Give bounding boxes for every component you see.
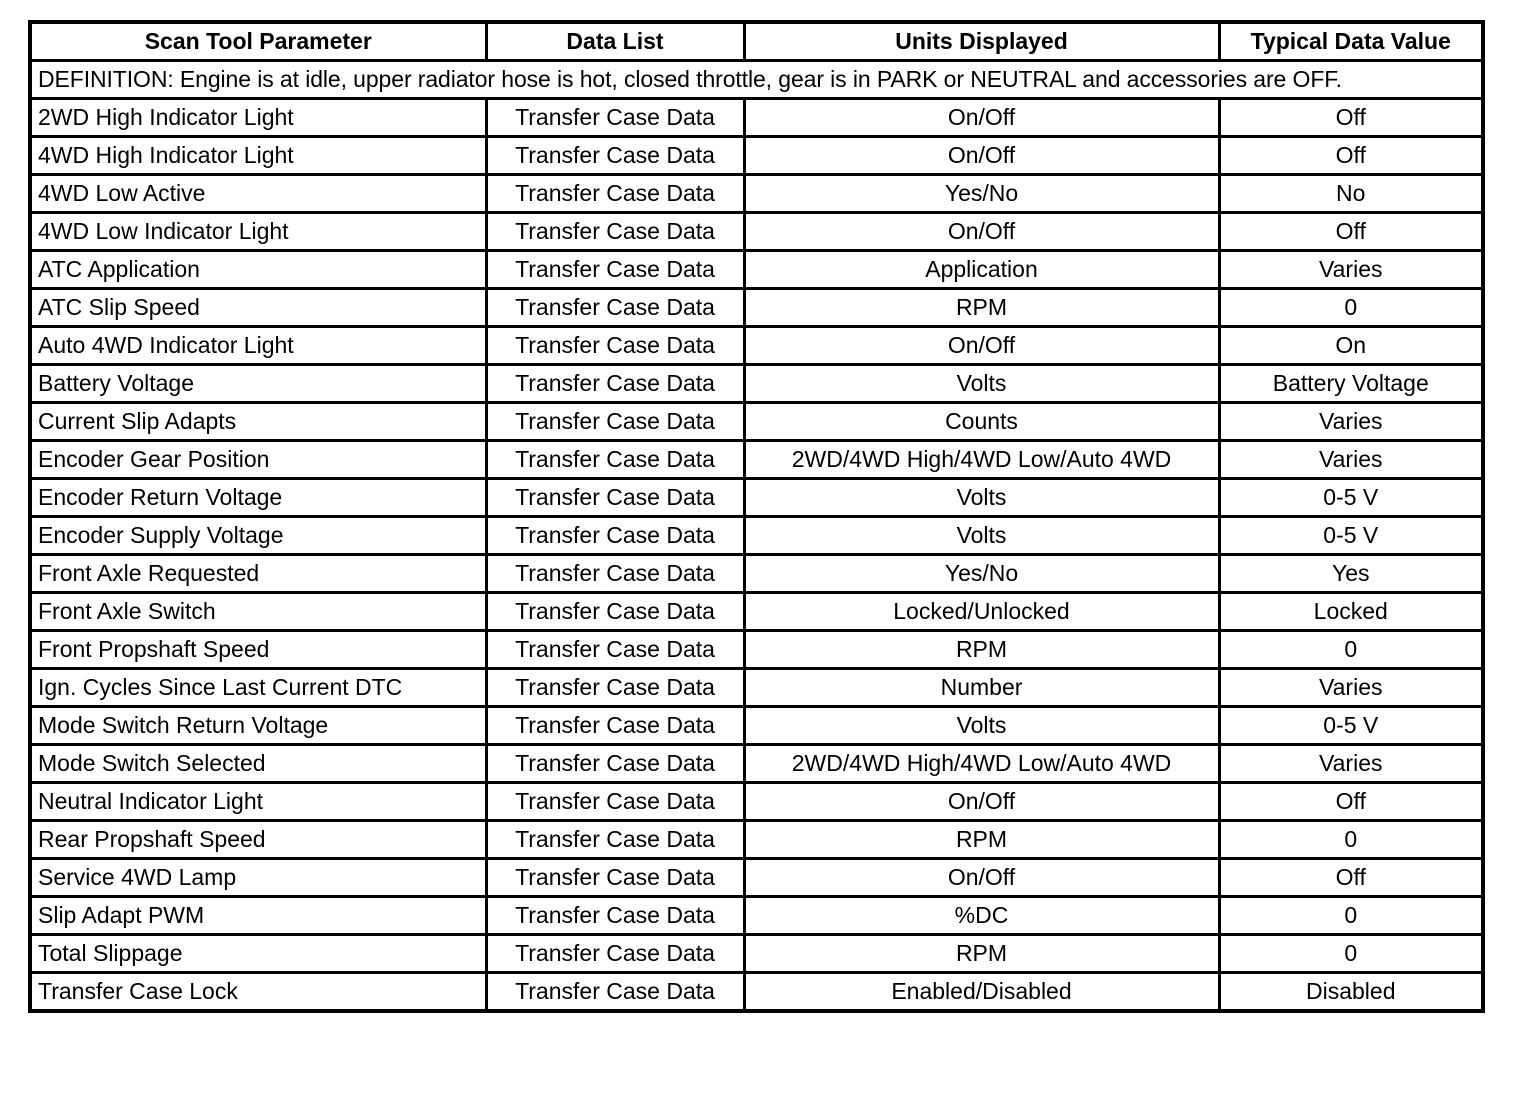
cell-data-list: Transfer Case Data bbox=[486, 403, 744, 441]
table-row bbox=[30, 441, 1483, 479]
cell-data-list: Transfer Case Data bbox=[486, 289, 744, 327]
table-row bbox=[30, 479, 1483, 517]
cell-parameter: Neutral Indicator Light bbox=[30, 783, 486, 821]
cell-data-list: Transfer Case Data bbox=[486, 99, 744, 137]
cell-typical-value: 0-5 V bbox=[1219, 479, 1483, 517]
cell-typical-value: Varies bbox=[1219, 403, 1483, 441]
cell-typical-value: 0 bbox=[1219, 289, 1483, 327]
cell-parameter: ATC Slip Speed bbox=[30, 289, 486, 327]
cell-units: On/Off bbox=[744, 99, 1219, 137]
table-row bbox=[30, 517, 1483, 555]
cell-units: On/Off bbox=[744, 859, 1219, 897]
cell-data-list: Transfer Case Data bbox=[486, 517, 744, 555]
cell-data-list: Transfer Case Data bbox=[486, 593, 744, 631]
cell-typical-value: Off bbox=[1219, 213, 1483, 251]
cell-typical-value: 0 bbox=[1219, 821, 1483, 859]
cell-units: Volts bbox=[744, 365, 1219, 403]
table-row bbox=[30, 137, 1483, 175]
cell-parameter: Front Axle Switch bbox=[30, 593, 486, 631]
cell-data-list: Transfer Case Data bbox=[486, 175, 744, 213]
cell-data-list: Transfer Case Data bbox=[486, 137, 744, 175]
table-row bbox=[30, 973, 1483, 1012]
cell-typical-value: Varies bbox=[1219, 745, 1483, 783]
cell-units: On/Off bbox=[744, 783, 1219, 821]
table-row bbox=[30, 251, 1483, 289]
cell-typical-value: 0 bbox=[1219, 935, 1483, 973]
table-row bbox=[30, 821, 1483, 859]
cell-parameter: 4WD Low Indicator Light bbox=[30, 213, 486, 251]
header-typical-value: Typical Data Value bbox=[1219, 22, 1483, 61]
cell-units: Locked/Unlocked bbox=[744, 593, 1219, 631]
table-row bbox=[30, 935, 1483, 973]
cell-units: Enabled/Disabled bbox=[744, 973, 1219, 1012]
cell-data-list: Transfer Case Data bbox=[486, 251, 744, 289]
cell-typical-value: Off bbox=[1219, 99, 1483, 137]
cell-parameter: Transfer Case Lock bbox=[30, 973, 486, 1012]
cell-parameter: Encoder Supply Voltage bbox=[30, 517, 486, 555]
cell-data-list: Transfer Case Data bbox=[486, 859, 744, 897]
cell-parameter: Service 4WD Lamp bbox=[30, 859, 486, 897]
table-row bbox=[30, 327, 1483, 365]
cell-parameter: 2WD High Indicator Light bbox=[30, 99, 486, 137]
table-row bbox=[30, 403, 1483, 441]
header-parameter: Scan Tool Parameter bbox=[30, 22, 486, 61]
cell-units: Number bbox=[744, 669, 1219, 707]
cell-units: Volts bbox=[744, 517, 1219, 555]
cell-parameter: Rear Propshaft Speed bbox=[30, 821, 486, 859]
scan-tool-data-table bbox=[28, 20, 1485, 1013]
table-row bbox=[30, 289, 1483, 327]
cell-parameter: Encoder Return Voltage bbox=[30, 479, 486, 517]
cell-data-list: Transfer Case Data bbox=[486, 707, 744, 745]
cell-units: On/Off bbox=[744, 327, 1219, 365]
cell-data-list: Transfer Case Data bbox=[486, 555, 744, 593]
cell-data-list: Transfer Case Data bbox=[486, 327, 744, 365]
cell-units: Yes/No bbox=[744, 175, 1219, 213]
cell-units: 2WD/4WD High/4WD Low/Auto 4WD bbox=[744, 745, 1219, 783]
cell-typical-value: Yes bbox=[1219, 555, 1483, 593]
cell-parameter: Mode Switch Selected bbox=[30, 745, 486, 783]
cell-data-list: Transfer Case Data bbox=[486, 745, 744, 783]
table-row bbox=[30, 669, 1483, 707]
cell-units: Yes/No bbox=[744, 555, 1219, 593]
cell-parameter: Mode Switch Return Voltage bbox=[30, 707, 486, 745]
header-data-list: Data List bbox=[486, 22, 744, 61]
cell-typical-value: Varies bbox=[1219, 441, 1483, 479]
cell-data-list: Transfer Case Data bbox=[486, 935, 744, 973]
table-row bbox=[30, 897, 1483, 935]
cell-data-list: Transfer Case Data bbox=[486, 783, 744, 821]
cell-parameter: Battery Voltage bbox=[30, 365, 486, 403]
cell-data-list: Transfer Case Data bbox=[486, 365, 744, 403]
cell-typical-value: Varies bbox=[1219, 669, 1483, 707]
cell-units: On/Off bbox=[744, 137, 1219, 175]
cell-units: Counts bbox=[744, 403, 1219, 441]
cell-typical-value: 0-5 V bbox=[1219, 517, 1483, 555]
cell-units: RPM bbox=[744, 631, 1219, 669]
cell-typical-value: Off bbox=[1219, 137, 1483, 175]
table-row bbox=[30, 175, 1483, 213]
table-row bbox=[30, 631, 1483, 669]
cell-units: Volts bbox=[744, 479, 1219, 517]
table-row bbox=[30, 745, 1483, 783]
cell-parameter: Ign. Cycles Since Last Current DTC bbox=[30, 669, 486, 707]
table-row bbox=[30, 99, 1483, 137]
cell-data-list: Transfer Case Data bbox=[486, 213, 744, 251]
cell-typical-value: Off bbox=[1219, 859, 1483, 897]
cell-typical-value: 0 bbox=[1219, 897, 1483, 935]
cell-data-list: Transfer Case Data bbox=[486, 897, 744, 935]
cell-typical-value: No bbox=[1219, 175, 1483, 213]
table-row bbox=[30, 555, 1483, 593]
table-row bbox=[30, 213, 1483, 251]
cell-parameter: 4WD Low Active bbox=[30, 175, 486, 213]
cell-units: On/Off bbox=[744, 213, 1219, 251]
cell-units: RPM bbox=[744, 821, 1219, 859]
cell-parameter: Front Axle Requested bbox=[30, 555, 486, 593]
cell-typical-value: 0-5 V bbox=[1219, 707, 1483, 745]
cell-typical-value: Off bbox=[1219, 783, 1483, 821]
header-units: Units Displayed bbox=[744, 22, 1219, 61]
cell-data-list: Transfer Case Data bbox=[486, 631, 744, 669]
cell-units: 2WD/4WD High/4WD Low/Auto 4WD bbox=[744, 441, 1219, 479]
table-row bbox=[30, 593, 1483, 631]
cell-data-list: Transfer Case Data bbox=[486, 441, 744, 479]
cell-parameter: Total Slippage bbox=[30, 935, 486, 973]
cell-typical-value: Disabled bbox=[1219, 973, 1483, 1012]
cell-typical-value: Varies bbox=[1219, 251, 1483, 289]
header-row bbox=[30, 22, 1483, 61]
cell-parameter: Auto 4WD Indicator Light bbox=[30, 327, 486, 365]
cell-data-list: Transfer Case Data bbox=[486, 821, 744, 859]
cell-typical-value: 0 bbox=[1219, 631, 1483, 669]
cell-data-list: Transfer Case Data bbox=[486, 669, 744, 707]
cell-parameter: ATC Application bbox=[30, 251, 486, 289]
cell-parameter: Slip Adapt PWM bbox=[30, 897, 486, 935]
cell-units: RPM bbox=[744, 935, 1219, 973]
cell-typical-value: Locked bbox=[1219, 593, 1483, 631]
cell-typical-value: On bbox=[1219, 327, 1483, 365]
cell-data-list: Transfer Case Data bbox=[486, 479, 744, 517]
table-body bbox=[30, 61, 1483, 1012]
cell-parameter: Encoder Gear Position bbox=[30, 441, 486, 479]
table-row bbox=[30, 783, 1483, 821]
table-row bbox=[30, 365, 1483, 403]
cell-parameter: Current Slip Adapts bbox=[30, 403, 486, 441]
table-row bbox=[30, 859, 1483, 897]
table-row bbox=[30, 707, 1483, 745]
definition-text: DEFINITION: Engine is at idle, upper radiator hose is hot, closed throttle, gear is in PARK or NEUTRAL and accessories are OFF. bbox=[30, 61, 1483, 99]
cell-units: RPM bbox=[744, 289, 1219, 327]
cell-units: Volts bbox=[744, 707, 1219, 745]
cell-units: %DC bbox=[744, 897, 1219, 935]
cell-typical-value: Battery Voltage bbox=[1219, 365, 1483, 403]
cell-data-list: Transfer Case Data bbox=[486, 973, 744, 1012]
cell-units: Application bbox=[744, 251, 1219, 289]
cell-parameter: 4WD High Indicator Light bbox=[30, 137, 486, 175]
definition-row bbox=[30, 61, 1483, 99]
cell-parameter: Front Propshaft Speed bbox=[30, 631, 486, 669]
